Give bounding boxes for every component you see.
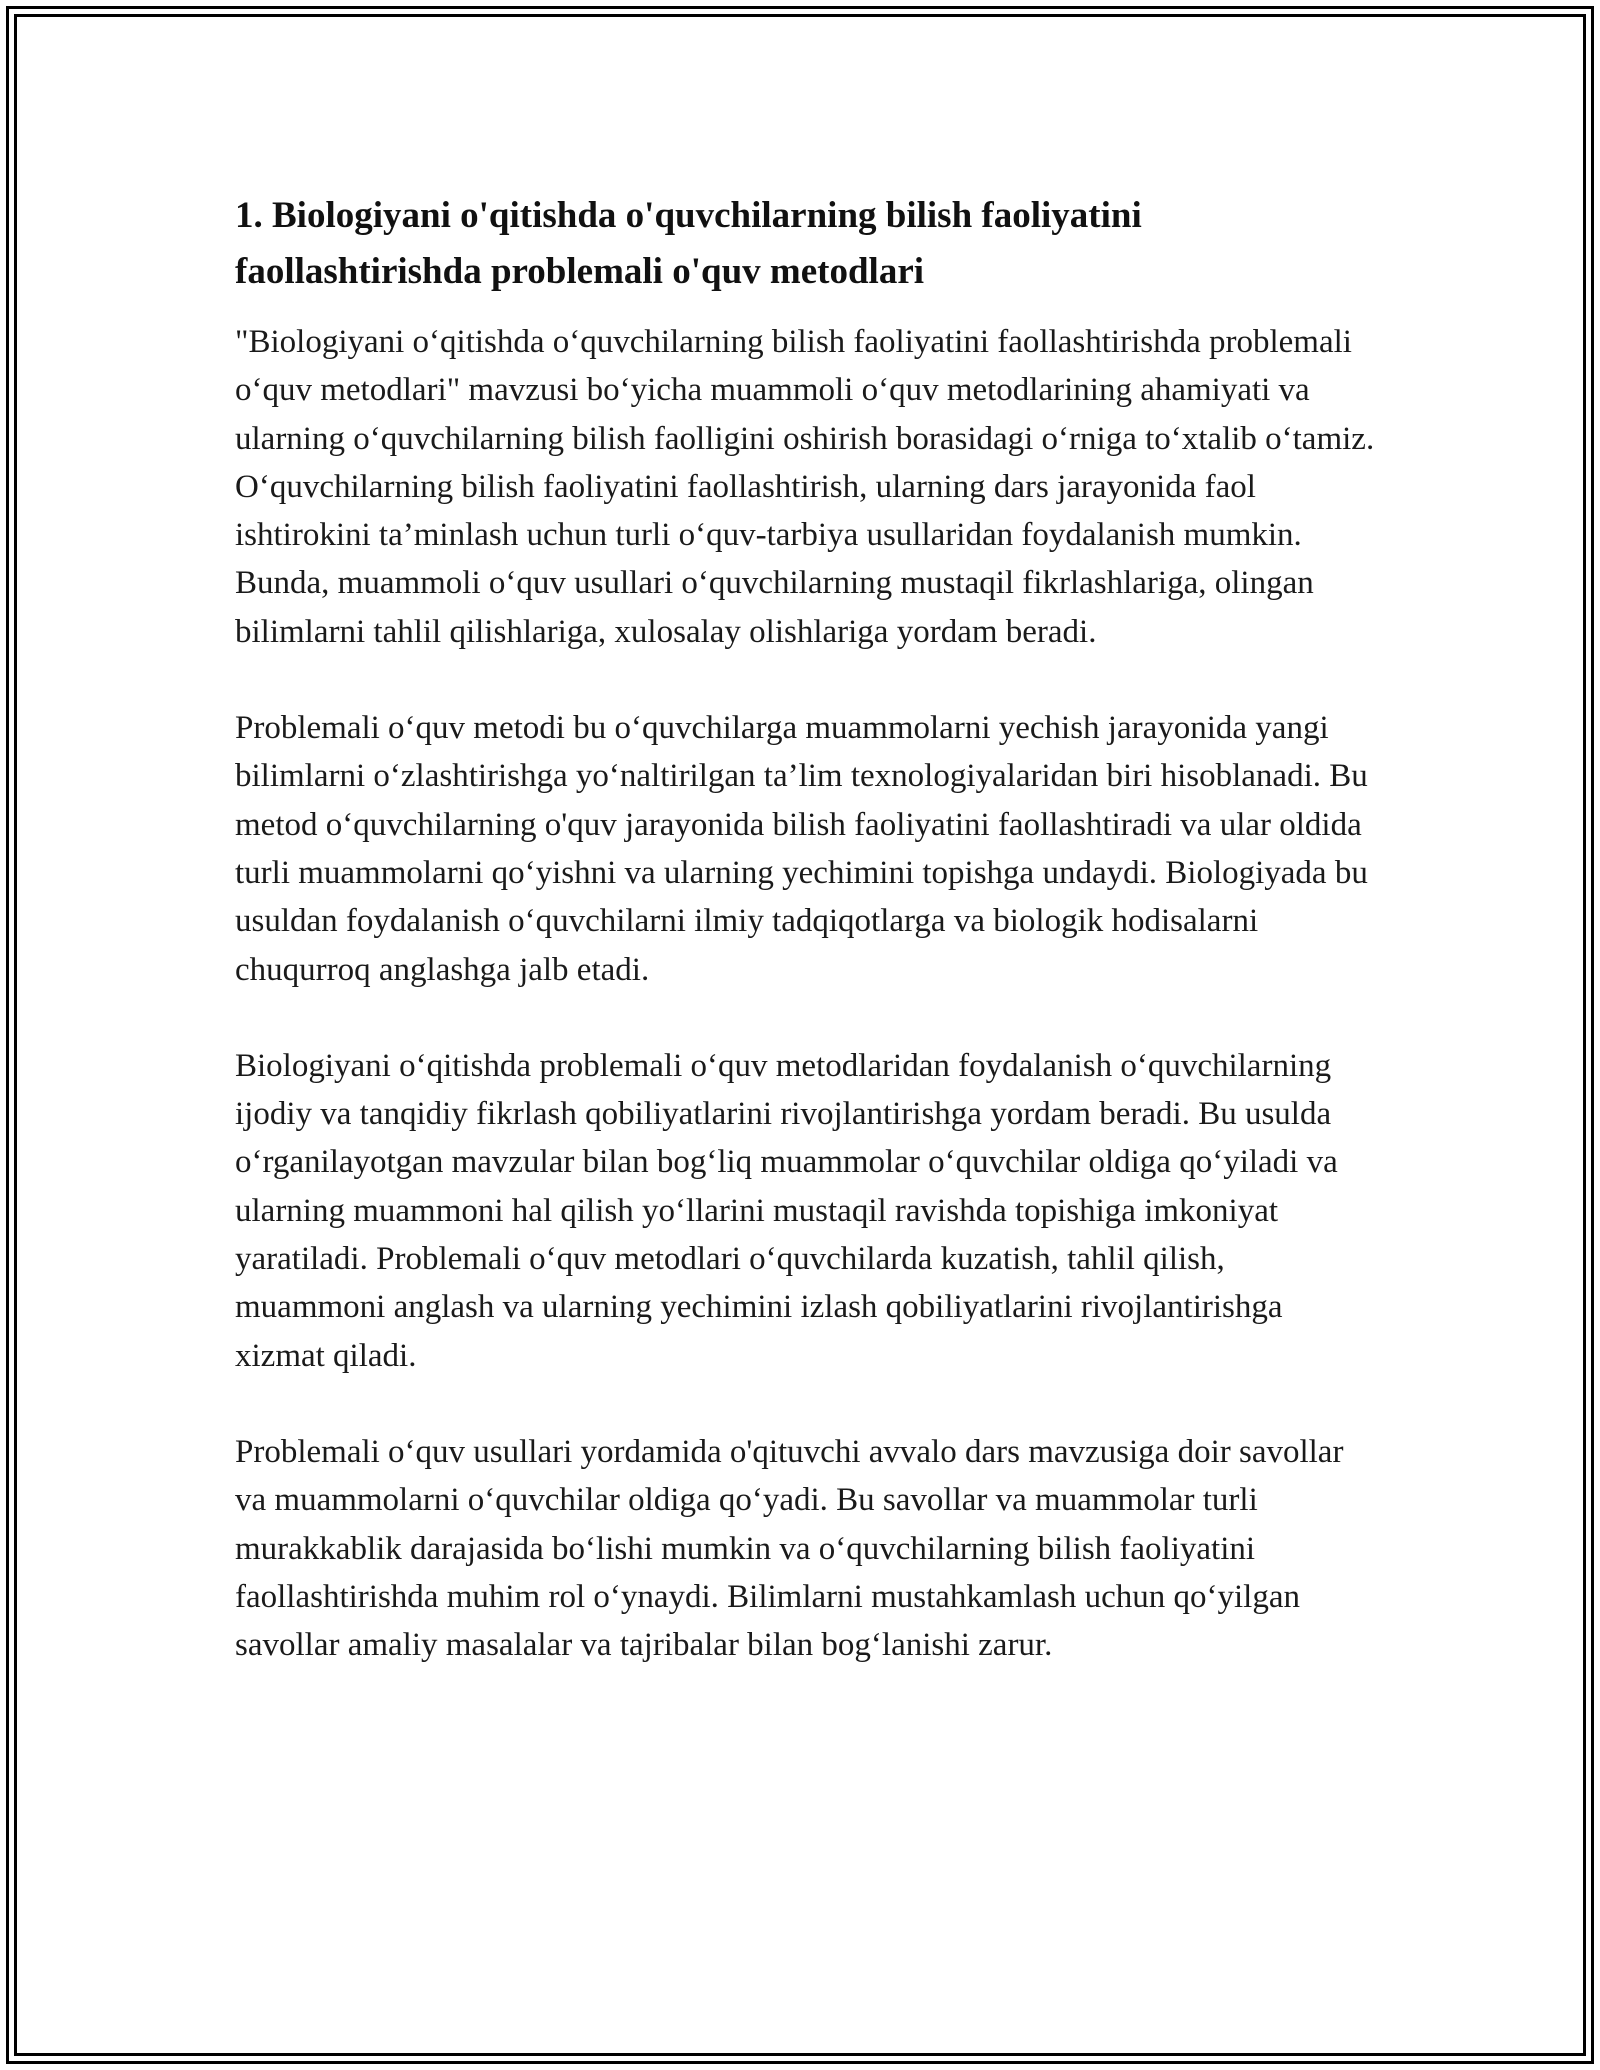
paragraph-3: Biologiyani o‘qitishda problemali o‘quv metodlaridan foydalanish o‘quvchilarning ijodiy va tanqidiy fikrlash qobiliyatlarini rivojlantirishga yordam beradi. Bu usulda o‘rganilayotgan mavzular bilan bog‘liq muammolar o‘quvchilar oldiga qo‘yiladi va ularning muammoni hal qilish yo‘llarini mustaqil ravishda topishiga imkoniyat yaratiladi. Problemali o‘quv metodlari o‘quvchilarda kuzatish, tahlil qilish, muammoni anglash va ularning yechimini izlash qobiliyatlarini rivojlantirishga xizmat qiladi. <box>235 1047 1338 1374</box>
paragraph-2: Problemali o‘quv metodi bu o‘quvchilarga muammolarni yechish jarayonida yangi bilimlarni o‘zlashtirishga yo‘naltirilgan ta’lim texnologiyalaridan biri hisoblanadi. Bu metod o‘quvchilarning o'quv jarayonida bilish faoliyatini faollashtiradi va ular oldida turli muammolarni qo‘yishni va ularning yechimini topishga undaydi. Biologiyada bu usuldan foydalanish o‘quvchilarni ilmiy tadqiqotlarga va biologik hodisalarni chuqurroq anglashga jalb etadi. <box>235 710 1368 988</box>
document-body <box>235 188 1375 1717</box>
paragraph-1: "Biologiyani o‘qitishda o‘quvchilarning bilish faoliyatini faollashtirishda problemali o‘quv metodlari" mavzusi bo‘yicha muammoli o‘quv metodlarining ahamiyati va ularning o‘quvchilarning bilish faolligini oshirish borasidagi o‘rniga to‘xtalib o‘tamiz. O‘quvchilarning bilish faoliyatini faollashtirish, ularning dars jarayonida faol ishtirokini ta’minlash uchun turli o‘quv-tarbiya usullaridan foydalanish mumkin. Bunda, muammoli o‘quv usullari o‘quvchilarning mustaqil fikrlashlariga, olingan bilimlarni tahlil qilishlariga, xulosalay olishlariga yordam beradi. <box>235 324 1375 650</box>
document-title: 1. Biologiyani o'qitishda o'quvchilarning bilish faoliyatini faollashtirishda problemali o'quv metodlari <box>235 195 1142 292</box>
paragraph-4: Problemali o‘quv usullari yordamida o'qituvchi avvalo dars mavzusiga doir savollar va muammolarni o‘quvchilar oldiga qo‘yadi. Bu savollar va muammolar turli murakkablik darajasida bo‘lishi mumkin va o‘quvchilarning bilish faoliyatini faollashtirishda muhim rol o‘ynaydi. Bilimlarni mustahkamlash uchun qo‘yilgan savollar amaliy masalalar va tajribalar bilan bog‘lanishi zarur. <box>235 1433 1344 1664</box>
